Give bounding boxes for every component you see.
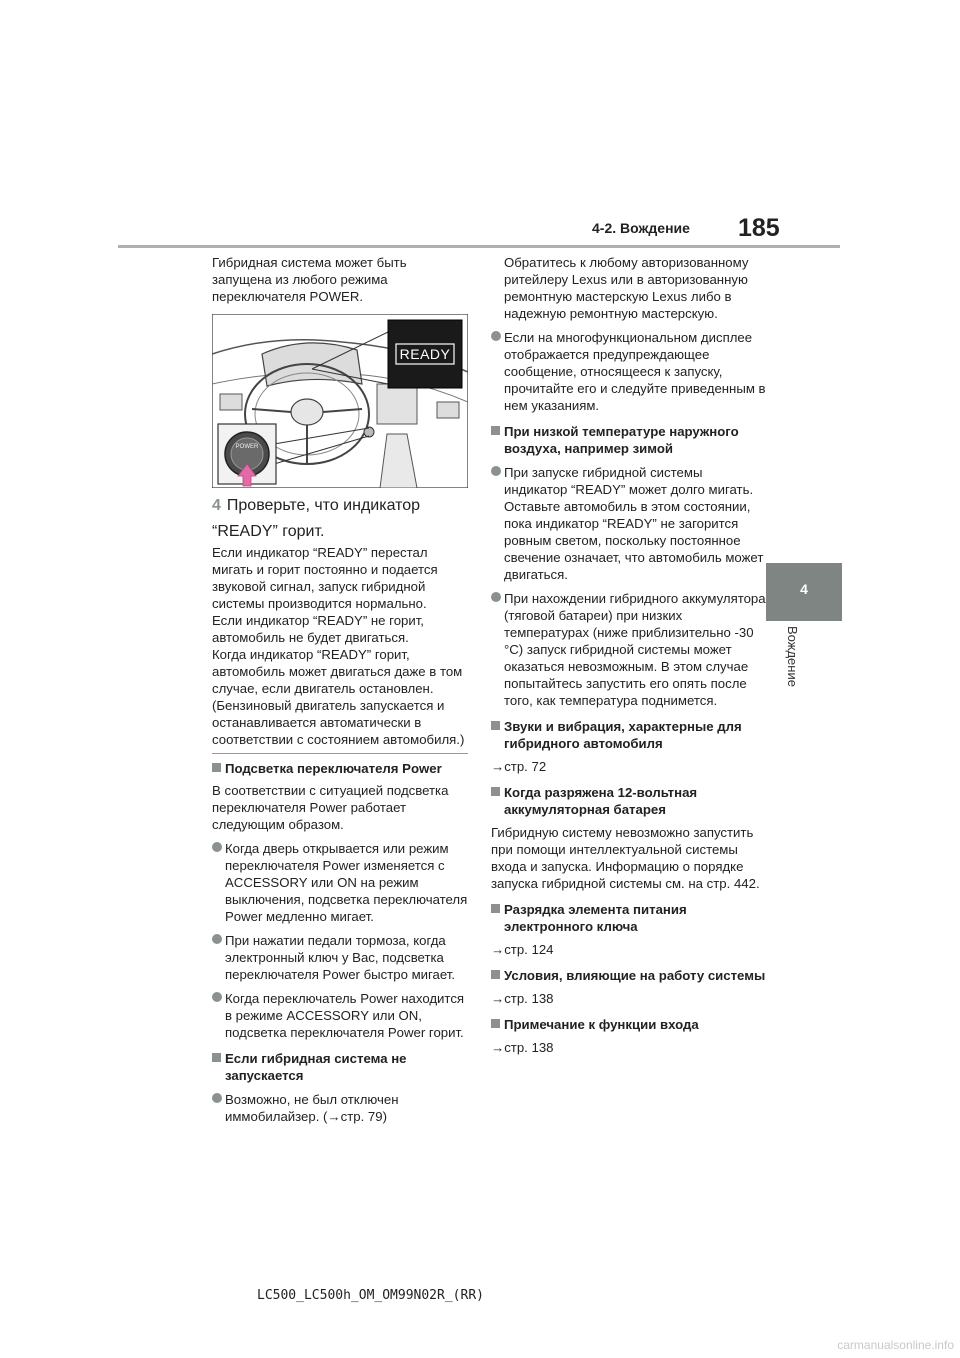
page-reference: →стр. 138 bbox=[491, 1040, 554, 1055]
page-number: 185 bbox=[738, 214, 780, 242]
page-reference: →стр. 124 bbox=[491, 942, 554, 957]
page-reference: →стр. 72 bbox=[491, 759, 547, 774]
section-title: 4-2. Вождение bbox=[592, 220, 690, 236]
heading-key-battery: Разрядка элемента питания электронного ключа bbox=[491, 901, 766, 935]
list-item: При нахождении гибридного аккумулятора (тяговой батареи) при низких температурах (ниже приблизительно -30 °C) запуск гибридной системы может оказаться невозможным. В этом случае попытайтесь запустить его опять после того, как температура поднимется. bbox=[491, 590, 766, 709]
heading-low-temperature: При низкой температуре наружного воздуха, например зимой bbox=[491, 423, 766, 457]
contact-dealer-text: Обратитесь к любому авторизованному ритейлеру Lexus или в авторизованную ремонтную мастерскую Lexus либо в надежную ремонтную мастерскую. bbox=[504, 255, 749, 321]
list-item: При нажатии педали тормоза, когда электронный ключ у Вас, подсветка переключателя Power быстро мигает. bbox=[212, 932, 470, 983]
chapter-tab-number: 4 bbox=[800, 581, 808, 597]
watermark: carmanualsonline.info bbox=[837, 1338, 954, 1352]
step-4 bbox=[212, 493, 470, 545]
heading-not-starting: Если гибридная система не запускается bbox=[212, 1050, 470, 1084]
step-number: 4 bbox=[212, 497, 221, 514]
header-divider bbox=[118, 245, 840, 248]
step-text: Проверьте, что индикатор “READY” горит. bbox=[212, 497, 421, 540]
chapter-tab bbox=[766, 563, 842, 621]
heading-12v-battery: Когда разряжена 12-вольтная аккумуляторная батарея bbox=[491, 784, 766, 818]
left-sections bbox=[212, 760, 470, 1125]
list-item: Возможно, не был отключен иммобилайзер. (→стр. 79) bbox=[212, 1091, 470, 1125]
ready-indicator-label: READY bbox=[399, 346, 451, 362]
dashboard-illustration bbox=[212, 314, 468, 488]
list-item: Если на многофункциональном дисплее отображается предупреждающее сообщение, относящееся к запуску, прочитайте его и следуйте приведенным в нем указаниям. bbox=[491, 329, 766, 414]
page-reference: →стр. 138 bbox=[491, 991, 554, 1006]
heading-system-conditions: Условия, влияющие на работу системы bbox=[491, 967, 766, 984]
document-code: LC500_LC500h_OM_OM99N02R_(RR) bbox=[257, 1288, 484, 1303]
power-backlight-body: В соответствии с ситуацией подсветка переключателя Power работает следующим образом. bbox=[212, 783, 449, 832]
section-divider bbox=[212, 753, 468, 754]
chapter-tab-label: Вождение bbox=[785, 626, 800, 687]
intro-text: Гибридная система может быть запущена из любого режима переключателя POWER. bbox=[212, 255, 407, 304]
battery-body: Гибридную систему невозможно запустить при помощи интеллектуальной системы входа и запуска. Информацию о порядке запуска гибридной системы см. на стр. 442. bbox=[491, 825, 760, 891]
right-sections bbox=[491, 254, 766, 1056]
heading-entry-function: Примечание к функции входа bbox=[491, 1016, 766, 1033]
dashboard-drawing bbox=[212, 314, 468, 488]
list-item: Когда переключатель Power находится в режиме ACCESSORY или ON, подсветка переключателя Power горит. bbox=[212, 990, 470, 1041]
list-item: Когда дверь открывается или режим переключателя Power изменяется с ACCESSORY или ON на режим выключения, подсветка переключателя Power медленно мигает. bbox=[212, 840, 470, 925]
heading-sounds-vibration: Звуки и вибрация, характерные для гибридного автомобиля bbox=[491, 718, 766, 752]
chapter-tab-label-wrap bbox=[782, 626, 802, 706]
step-body: Если индикатор “READY” перестал мигать и горит постоянно и подается звуковой сигнал, запуск гибридной системы производится нормально. Если индикатор “READY” не горит, автомобиль не будет двигаться. Когда индикатор “READY” горит, автомобиль может двигаться даже в том случае, если двигатель остановлен. (Бензиновый двигатель запускается и останавливается автоматически в соответствии с состоянием автомобиля.) bbox=[212, 545, 465, 747]
heading-power-backlight: Подсветка переключателя Power bbox=[212, 760, 470, 777]
list-item: При запуске гибридной системы индикатор “READY” может долго мигать. Оставьте автомобиль в этом состоянии, пока индикатор “READY” не загорится ровным светом, поскольку постоянное свечение означает, что автомобиль может двигаться. bbox=[491, 464, 766, 583]
power-button-label: POWER bbox=[235, 444, 259, 450]
